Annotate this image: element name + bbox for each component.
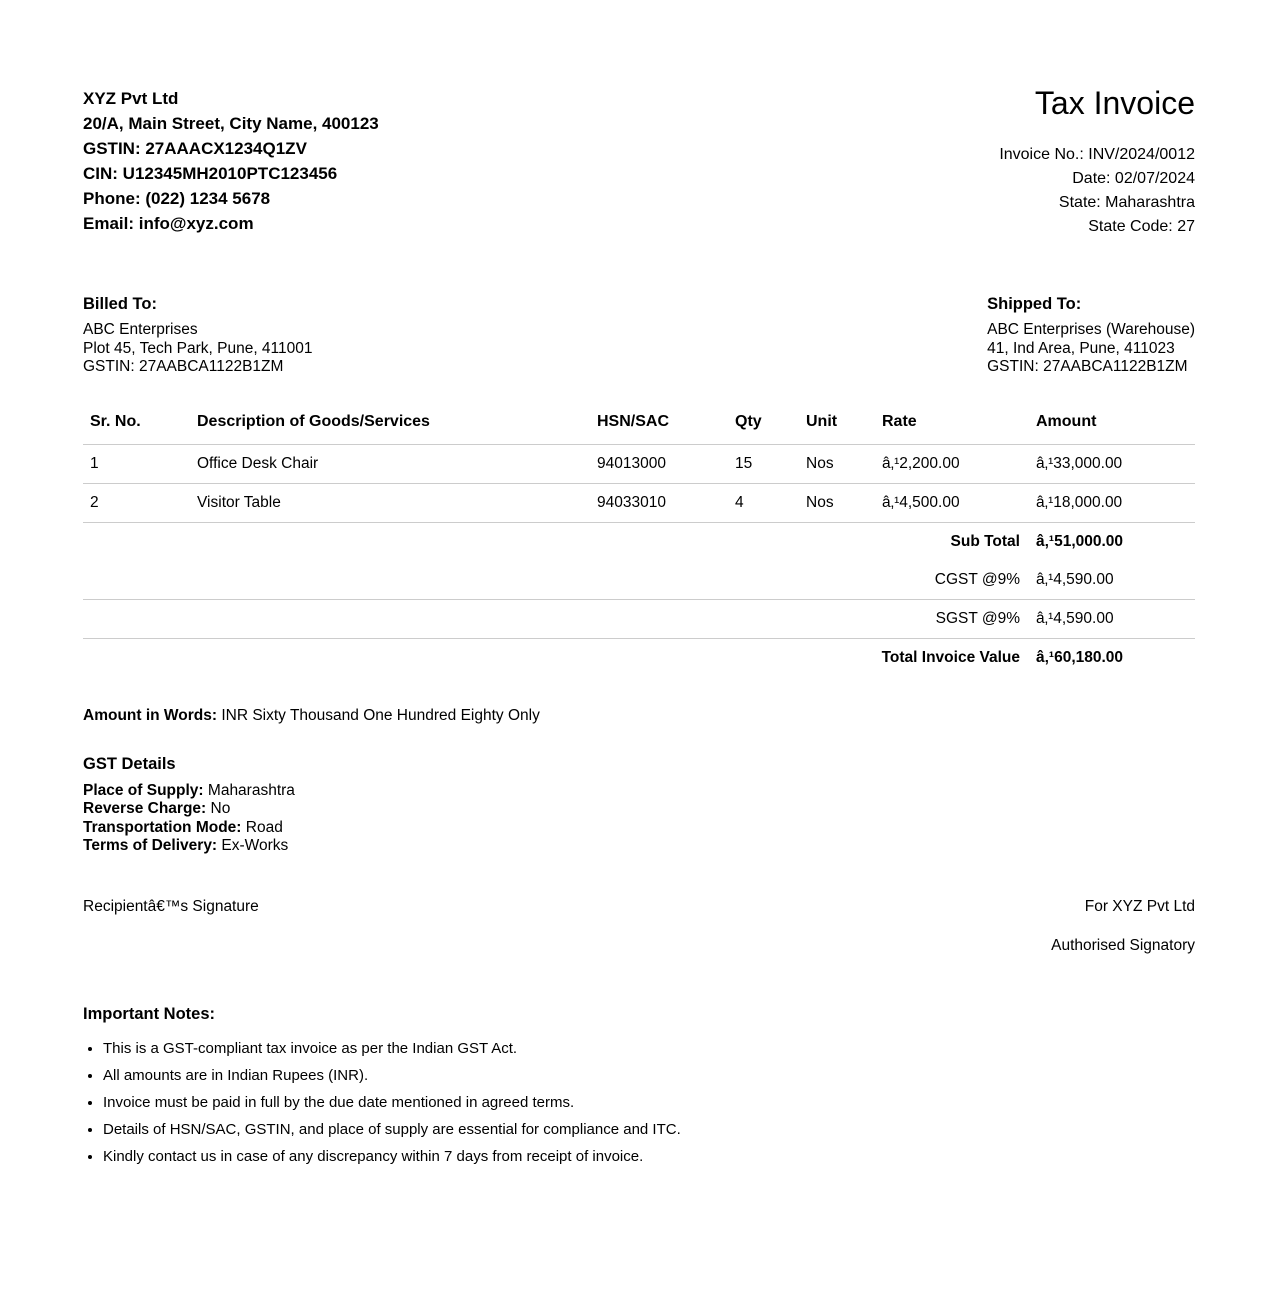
cell-qty: 15	[728, 444, 799, 483]
items-table	[83, 405, 1195, 677]
seller-address: 20/A, Main Street, City Name, 400123	[83, 114, 379, 133]
table-row	[83, 483, 1195, 522]
cell-rate: â‚¹4,500.00	[875, 483, 1029, 522]
cell-description: Office Desk Chair	[190, 444, 590, 483]
shipped-to-street: 41, Ind Area, Pune, 411023	[987, 339, 1175, 357]
page-title: Tax Invoice	[1034, 85, 1195, 121]
cell-rate: â‚¹2,200.00	[875, 444, 1029, 483]
billed-to-heading: Billed To:	[83, 295, 157, 314]
cell-qty: 4	[728, 483, 799, 522]
terms-of-delivery-label: Terms of Delivery:	[83, 837, 218, 855]
cell-hsn-sac: 94033010	[590, 483, 728, 522]
cell-description: Visitor Table	[190, 483, 590, 522]
sgst-row	[83, 599, 1195, 638]
invoice-state-code: State Code: 27	[1088, 218, 1195, 236]
subtotal-value: â‚¹51,000.00	[1036, 532, 1124, 550]
cell-unit: Nos	[799, 444, 875, 483]
place-of-supply	[83, 782, 1195, 801]
list-item: • This is a GST-compliant tax invoice as per the Indian GST Act.	[103, 1040, 1195, 1057]
notes-heading: Important Notes:	[83, 1004, 215, 1023]
shipped-to-address	[987, 321, 1195, 377]
col-header-qty: Qty	[728, 405, 799, 445]
parties-section	[83, 295, 1195, 377]
amount-in-words-value: INR Sixty Thousand One Hundred Eighty Only	[221, 706, 540, 724]
list-item: • Details of HSN/SAC, GSTIN, and place of supply are essential for compliance and ITC.	[103, 1121, 1195, 1138]
list-item: • Kindly contact us in case of any discrepancy within 7 days from receipt of invoice.	[103, 1148, 1195, 1165]
cell-sr-no: 1	[83, 444, 190, 483]
seller-gstin: GSTIN: 27AAACX1234Q1ZV	[83, 139, 307, 158]
company-signature-block	[1051, 898, 1195, 955]
seller-details	[83, 86, 379, 236]
authorised-signatory-label: Authorised Signatory	[1051, 936, 1195, 954]
top-section	[83, 86, 1195, 239]
list-item: • All amounts are in Indian Rupees (INR).	[103, 1067, 1195, 1084]
shipped-to-heading: Shipped To:	[987, 295, 1082, 314]
cell-amount: â‚¹18,000.00	[1029, 483, 1195, 522]
cell-sr-no: 2	[83, 483, 190, 522]
billed-to-gstin: GSTIN: 27AABCA1122B1ZM	[83, 358, 284, 376]
transportation-mode-value: Road	[245, 818, 283, 836]
for-company-label: For XYZ Pvt Ltd	[1084, 897, 1195, 915]
grand-total-value: â‚¹60,180.00	[1036, 648, 1124, 666]
gst-details-section	[83, 755, 1195, 856]
place-of-supply-label: Place of Supply:	[83, 781, 204, 799]
invoice-number: Invoice No.: INV/2024/0012	[999, 146, 1195, 164]
col-header-hsn-sac: HSN/SAC	[590, 405, 728, 445]
col-header-unit: Unit	[799, 405, 875, 445]
transportation-mode	[83, 819, 1195, 838]
terms-of-delivery	[83, 837, 1195, 856]
terms-of-delivery-value: Ex-Works	[221, 837, 289, 855]
invoice-date: Date: 02/07/2024	[1072, 170, 1195, 188]
seller-email: Email: info@xyz.com	[83, 214, 254, 233]
transportation-mode-label: Transportation Mode:	[83, 818, 242, 836]
shipped-to-gstin: GSTIN: 27AABCA1122B1ZM	[987, 358, 1188, 376]
place-of-supply-value: Maharashtra	[207, 781, 295, 799]
reverse-charge	[83, 800, 1195, 819]
billed-to-block	[83, 295, 313, 377]
cell-amount: â‚¹33,000.00	[1029, 444, 1195, 483]
subtotal-row	[83, 522, 1195, 561]
gst-details-heading: GST Details	[83, 754, 176, 773]
table-row	[83, 444, 1195, 483]
cgst-row	[83, 561, 1195, 600]
notes-section	[83, 1005, 1195, 1165]
amount-in-words-label: Amount in Words:	[83, 706, 218, 724]
reverse-charge-value: No	[210, 800, 231, 818]
cell-unit: Nos	[799, 483, 875, 522]
sgst-label: SGST @9%	[83, 599, 1029, 638]
col-header-description: Description of Goods/Services	[190, 405, 590, 445]
sgst-value: â‚¹4,590.00	[1029, 599, 1195, 638]
billed-to-address	[83, 321, 313, 377]
seller-cin: CIN: U12345MH2010PTC123456	[83, 164, 338, 183]
seller-name: XYZ Pvt Ltd	[83, 89, 179, 108]
notes-list	[83, 1040, 1195, 1165]
grand-total-label: Total Invoice Value	[881, 648, 1020, 666]
col-header-amount: Amount	[1029, 405, 1195, 445]
list-item: • Invoice must be paid in full by the due date mentioned in agreed terms.	[103, 1094, 1195, 1111]
invoice-state: State: Maharashtra	[1058, 194, 1195, 212]
signature-section	[83, 898, 1195, 955]
grand-total-row	[83, 638, 1195, 677]
col-header-rate: Rate	[875, 405, 1029, 445]
amount-in-words	[83, 707, 1195, 725]
items-header-row	[83, 405, 1195, 445]
cgst-value: â‚¹4,590.00	[1029, 561, 1195, 600]
invoice-meta	[999, 86, 1195, 239]
billed-to-street: Plot 45, Tech Park, Pune, 411001	[83, 339, 313, 357]
billed-to-name: ABC Enterprises	[83, 321, 198, 339]
cell-hsn-sac: 94013000	[590, 444, 728, 483]
subtotal-label: Sub Total	[950, 532, 1020, 550]
col-header-sr-no: Sr. No.	[83, 405, 190, 445]
recipient-signature-label: Recipientâ€™s Signature	[83, 897, 259, 915]
seller-phone: Phone: (022) 1234 5678	[83, 189, 271, 208]
shipped-to-block	[987, 295, 1195, 377]
cgst-label: CGST @9%	[83, 561, 1029, 600]
reverse-charge-label: Reverse Charge:	[83, 800, 207, 818]
shipped-to-name: ABC Enterprises (Warehouse)	[987, 321, 1195, 339]
